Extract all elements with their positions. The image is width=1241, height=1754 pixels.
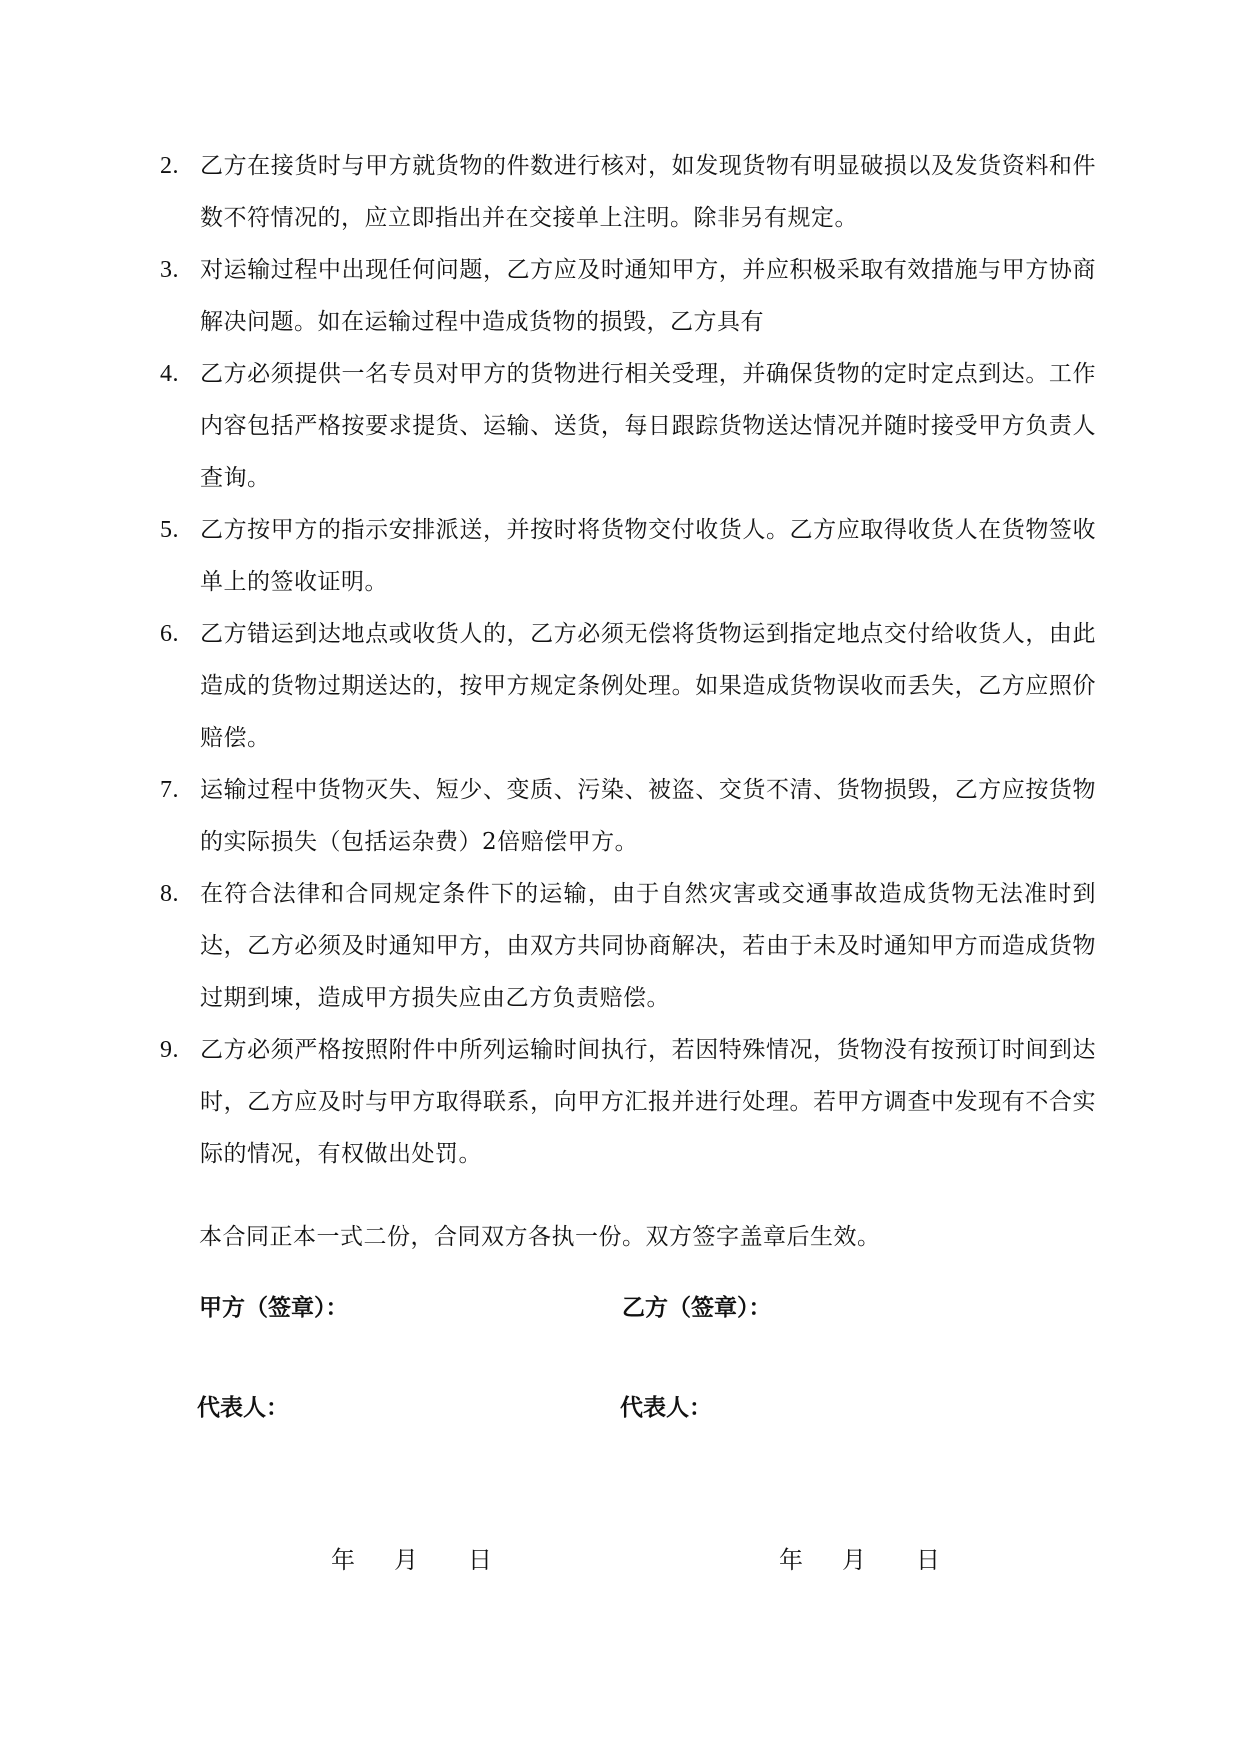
clause-item [160, 348, 1096, 504]
clause-text: 乙方错运到达地点或收货人的，乙方必须无偿将货物运到指定地点交付给收货人，由此造成的货物过期送达的，按甲方规定条例处理。如果造成货物误收而丢失，乙方应照价赔偿。 [200, 621, 1096, 751]
clause-item [160, 504, 1096, 608]
clause-text: 乙方按甲方的指示安排派送，并按时将货物交付收货人。乙方应取得收货人在货物签收单上的签收证明。 [200, 517, 1096, 595]
clause-item [160, 244, 1096, 348]
date-year-label: 年 [779, 1546, 803, 1574]
clause-text: 运输过程中货物灭失、短少、变质、污染、被盗、交货不清、货物损毁，乙方应按货物的实际损失（包括运杂费）2倍赔偿甲方。 [200, 777, 1096, 855]
party-a-seal-label: 甲方（签章）： [199, 1294, 349, 1321]
date-day-label: 日 [916, 1546, 940, 1574]
clause-number: 5. [160, 517, 179, 543]
party-b-seal-label: 乙方（签章）： [622, 1294, 772, 1321]
party-b-representative-label: 代表人： [620, 1394, 712, 1421]
clause-item [160, 868, 1096, 1024]
clause-item [160, 1024, 1096, 1180]
date-year-label: 年 [331, 1546, 355, 1574]
clause-text: 对运输过程中出现任何问题，乙方应及时通知甲方，并应积极采取有效措施与甲方协商解决问题。如在运输过程中造成货物的损毁，乙方具有 [200, 257, 1096, 335]
clause-number: 4. [160, 361, 179, 387]
clause-item [160, 140, 1096, 244]
clause-number: 7. [160, 777, 179, 803]
clause-item [160, 764, 1096, 868]
clause-item [160, 608, 1096, 764]
party-a-representative-label: 代表人： [197, 1394, 289, 1421]
party-a-date [331, 1540, 492, 1580]
date-day-label: 日 [468, 1546, 492, 1574]
clause-list [160, 140, 1096, 1180]
date-month-label: 月 [394, 1546, 418, 1574]
clause-text: 在符合法律和合同规定条件下的运输，由于自然灾害或交通事故造成货物无法准时到达，乙方必须及时通知甲方，由双方共同协商解决，若由于未及时通知甲方而造成货物过期到埬，造成甲方损失应由乙方负责赔偿。 [200, 881, 1096, 1011]
date-month-label: 月 [842, 1546, 866, 1574]
clause-text: 乙方必须提供一名专员对甲方的货物进行相关受理，并确保货物的定时定点到达。工作内容包括严格按要求提货、运输、送货，每日跟踪货物送达情况并随时接受甲方负责人查询。 [200, 361, 1096, 491]
clause-number: 6. [160, 621, 179, 647]
clause-number: 9. [160, 1037, 179, 1063]
clause-number: 3. [160, 257, 179, 283]
clause-number: 8. [160, 881, 179, 907]
party-b-date [779, 1540, 940, 1580]
closing-statement: 本合同正本一式二份，合同双方各执一份。双方签字盖章后生效。 [199, 1224, 881, 1250]
clause-text: 乙方必须严格按照附件中所列运输时间执行，若因特殊情况，货物没有按预订时间到达时，乙方应及时与甲方取得联系，向甲方汇报并进行处理。若甲方调查中发现有不合实际的情况，有权做出处罚。 [200, 1037, 1096, 1167]
clause-number: 2. [160, 153, 179, 179]
clause-text: 乙方在接货时与甲方就货物的件数进行核对，如发现货物有明显破损以及发货资料和件数不符情况的，应立即指出并在交接单上注明。除非另有规定。 [200, 153, 1096, 231]
